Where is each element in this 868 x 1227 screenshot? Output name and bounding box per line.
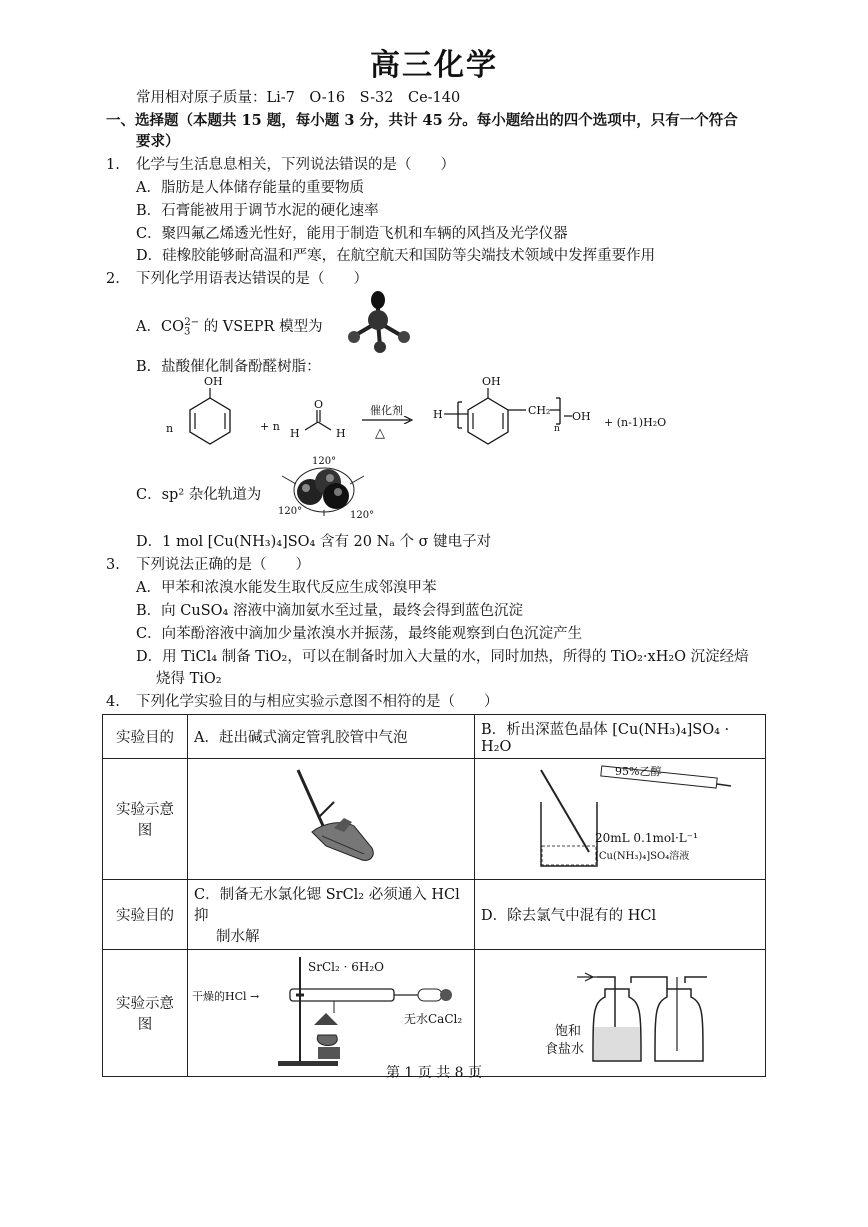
- label-brine-2: 食盐水: [545, 1042, 585, 1057]
- q4-option-a: A．赶出碱式滴定管乳胶管中气泡: [188, 715, 475, 759]
- angle-label-right: 120°: [350, 510, 375, 521]
- rxn-oh1: OH: [204, 375, 223, 388]
- row-label-diagram: 实验示意图: [103, 950, 188, 1077]
- page-title: 高三化学: [370, 48, 498, 83]
- rxn-plus-n: + n: [260, 420, 280, 433]
- vsepr-model-image: [340, 290, 420, 356]
- rxn-o: O: [314, 398, 324, 411]
- rxn-oh-end: OH: [572, 410, 591, 423]
- q2-option-a: [136, 313, 323, 343]
- reaction-arrow: [362, 416, 414, 424]
- rxn-n-sub: n: [554, 424, 560, 434]
- q1-option-d: D．硅橡胶能够耐高温和严寒，在航空航天和国防等尖端技术领域中发挥重要作用: [136, 248, 656, 264]
- rxn-n1: n: [166, 422, 174, 435]
- table-row: [103, 715, 766, 759]
- angle-label-top: 120°: [312, 456, 337, 467]
- q3-option-d-line2: 烧得 TiO₂: [156, 671, 222, 687]
- q2-a-sub: 3: [183, 326, 191, 338]
- q3-option-b: B．向 CuSO₄ 溶液中滴加氨水至过量，最终会得到蓝色沉淀: [136, 603, 523, 619]
- gas-washing-bottles-diagram: [481, 953, 757, 1069]
- q4-option-c: [188, 880, 475, 950]
- q3-option-c: C．向苯酚溶液中滴加少量浓溴水并振荡，最终能观察到白色沉淀产生: [136, 626, 583, 642]
- rxn-ch2: CH₂: [528, 404, 551, 417]
- rxn-oh2: OH: [482, 375, 501, 388]
- q4-option-c-line2: 制水解: [216, 929, 260, 945]
- diagram-b-cell: [475, 759, 766, 880]
- section-heading-line1: 一、选择题（本题共 15 题，每小题 3 分，共计 45 分。每小题给出的四个选项中，只有一个符合: [106, 112, 738, 129]
- atomic-masses: 常用相对原子质量：Li-7 O-16 S-32 Ce-140: [136, 90, 461, 106]
- rxn-byproduct: + (n-1)H₂O: [604, 416, 667, 429]
- q4-option-b: B．析出深蓝色晶体 [Cu(NH₃)₄]SO₄ · H₂O: [475, 715, 766, 759]
- q4-number: 4.: [106, 694, 120, 710]
- row-label-purpose: 实验目的: [103, 880, 188, 950]
- q4-option-c-line1: C．制备无水氯化锶 SrCl₂ 必须通入 HCl 抑: [194, 887, 460, 924]
- table-row: [103, 759, 766, 880]
- diagram-a-cell: [188, 759, 475, 880]
- rxn-catalyst: 催化剂: [370, 404, 403, 417]
- resin-structure: [442, 388, 592, 448]
- table-row: [103, 950, 766, 1077]
- q2-option-b: B．盐酸催化制备酚醛树脂：: [136, 359, 321, 375]
- label-srcl2-hydrate: SrCl₂ · 6H₂O: [308, 960, 384, 974]
- q4-stem: 下列化学实验目的与相应实验示意图不相符的是（ ）: [136, 694, 499, 710]
- table-row: [103, 880, 766, 950]
- label-solution-conc: 20mL 0.1mol·L⁻¹: [595, 831, 698, 845]
- rxn-h-right: H: [336, 427, 346, 440]
- burette-hand-diagram: [194, 762, 456, 872]
- q2-number: 2.: [106, 271, 120, 287]
- q4-option-d: D．除去氯气中混有的 HCl: [475, 880, 766, 950]
- q3-option-a: A．甲苯和浓溴水能发生取代反应生成邻溴甲苯: [136, 580, 437, 596]
- q3-stem: 下列说法正确的是（ ）: [136, 557, 310, 573]
- q1-stem: 化学与生活息息相关，下列说法错误的是（ ）: [136, 157, 455, 173]
- q2-a-sup: 2−: [184, 317, 200, 328]
- row-label-purpose: 实验目的: [103, 715, 188, 759]
- rxn-h-left: H: [290, 427, 300, 440]
- q3-number: 3.: [106, 557, 120, 573]
- q1-number: 1.: [106, 157, 120, 173]
- q2-a-text: 的 VSEPR 模型为: [199, 318, 323, 335]
- q1-option-c: C．聚四氟乙烯透光性好，能用于制造飞机和车辆的风挡及光学仪器: [136, 226, 568, 242]
- section-heading-line2: 要求）: [136, 133, 180, 150]
- label-dry-hcl: 干燥的HCl →: [192, 990, 260, 1003]
- rxn-heat: △: [375, 426, 385, 441]
- rxn-h-end: H: [433, 408, 443, 421]
- q2-option-d: D．1 mol [Cu(NH₃)₄]SO₄ 含有 20 Nₐ 个 σ 键电子对: [136, 534, 492, 550]
- label-brine-1: 饱和: [555, 1024, 582, 1039]
- angle-label-left: 120°: [278, 506, 303, 517]
- diagram-c-cell: [188, 950, 475, 1077]
- phenol-ring: [180, 388, 240, 448]
- experiment-table: [102, 714, 766, 1077]
- label-cacl2: 无水CaCl₂: [404, 1012, 463, 1026]
- q1-option-b: B．石膏能被用于调节水泥的硬化速率: [136, 203, 379, 219]
- q2-a-formula: A．CO: [136, 318, 184, 335]
- diagram-d-cell: [475, 950, 766, 1077]
- label-ethanol: 95%乙醇: [615, 765, 662, 778]
- label-solution-name: [Cu(NH₃)₄]SO₄溶液: [595, 851, 690, 862]
- q1-option-a: A．脂肪是人体储存能量的重要物质: [136, 180, 364, 196]
- q3-option-d-line1: D．用 TiCl₄ 制备 TiO₂，可以在制备时加入大量的水，同时加热，所得的 TiO₂·xH₂O 沉淀经焙: [136, 649, 749, 665]
- q2-option-c: C．sp² 杂化轨道为: [136, 487, 262, 503]
- row-label-diagram: 实验示意图: [103, 759, 188, 880]
- q2-stem: 下列化学用语表达错误的是（ ）: [136, 271, 368, 287]
- page-footer: 第 1 页 共 8 页: [385, 1065, 483, 1081]
